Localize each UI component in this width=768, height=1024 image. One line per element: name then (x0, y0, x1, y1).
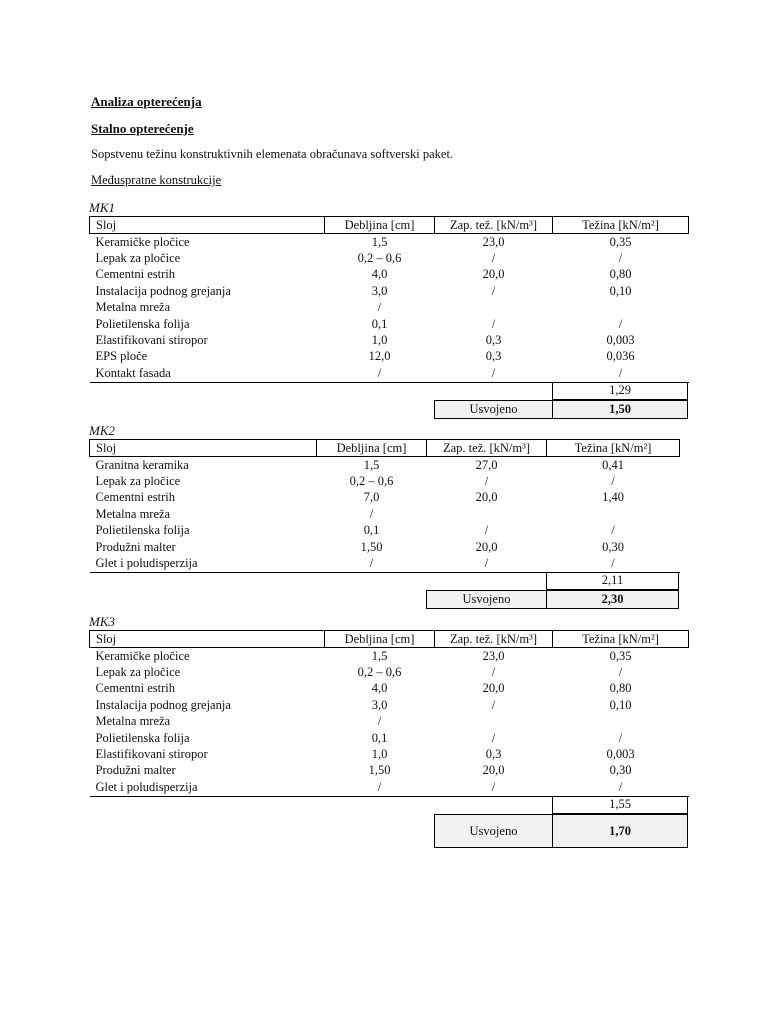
table-row (90, 457, 680, 474)
table-cell: 0,3 (485, 333, 502, 348)
table-cell: 0,003 (606, 747, 635, 762)
table-cell: 23,0 (482, 648, 505, 663)
table-cell: 1,50 (368, 763, 391, 778)
table-cell: EPS ploče (95, 349, 148, 364)
table-row (90, 746, 689, 762)
table-cell: 27,0 (475, 457, 498, 472)
table-cell (427, 506, 547, 522)
table-cell: 1,5 (371, 234, 388, 249)
table-cell: 1,0 (371, 747, 388, 762)
table-cell: / (484, 474, 489, 489)
table-cell: / (611, 523, 615, 538)
table-cell: Polietilenska folija (95, 523, 190, 538)
table-cell: 0,80 (609, 267, 632, 282)
table-cell: Kontakt fasada (90, 365, 325, 382)
table-cell: / (484, 523, 489, 538)
table-row (90, 714, 689, 730)
sum-value: 2,11 (546, 572, 679, 590)
table-cell: / (435, 365, 553, 382)
table-cell: 20,0 (482, 763, 505, 778)
table-row (90, 697, 689, 713)
table-cell: Instalacija podnog grejanja (95, 283, 231, 298)
load-table (89, 439, 680, 573)
table-row (90, 349, 689, 365)
load-table (89, 216, 689, 383)
table-row (90, 490, 680, 506)
table-cell: Cementni estrih (95, 490, 175, 505)
table-cell: 0,2 – 0,6 (357, 251, 402, 266)
table-cell: / (325, 779, 435, 796)
table-label: MK1 (89, 200, 115, 215)
table-header-row (90, 217, 689, 234)
table-row (90, 681, 689, 697)
table-cell: 1,5 (363, 457, 380, 472)
table-cell: 4,0 (371, 267, 388, 282)
table-row (90, 648, 689, 665)
table-cell: 0,3 (485, 349, 502, 364)
table-cell (435, 714, 553, 730)
table-cell: 1,40 (602, 490, 624, 505)
adopted-label: Usvojeno (426, 590, 547, 609)
table-cell: Polietilenska folija (95, 730, 190, 745)
table-cell: 0,10 (609, 697, 632, 712)
table-cell: 20,0 (475, 490, 498, 505)
table-cell: 7,0 (363, 490, 380, 505)
table-cell: 3,0 (371, 283, 388, 298)
table-cell: Cementni estrih (95, 681, 175, 696)
table-cell: 1,5 (371, 648, 388, 663)
table-cell: / (618, 665, 623, 680)
table-cell: / (325, 365, 435, 382)
table-row (90, 473, 680, 489)
adopted-label: Usvojeno (434, 400, 553, 419)
table-row (90, 250, 689, 266)
table-cell: 23,0 (482, 234, 505, 249)
column-header: Težina [kN/m²] (553, 217, 689, 234)
table-cell: 12,0 (368, 349, 391, 364)
table-row (90, 539, 680, 555)
column-header: Sloj (90, 440, 317, 457)
table-row (90, 283, 689, 299)
table-row (90, 664, 689, 680)
table-cell: / (618, 730, 623, 745)
load-table (89, 630, 689, 797)
table-cell: / (491, 251, 496, 266)
table-cell (435, 300, 553, 316)
table-cell: 0,003 (606, 333, 635, 348)
column-header: Sloj (90, 631, 325, 648)
table-row (90, 779, 689, 796)
table-cell: Lepak za pločice (95, 665, 181, 680)
table-cell: 4,0 (371, 681, 388, 696)
table-cell: Lepak za pločice (95, 474, 181, 489)
table-cell: 0,35 (609, 234, 632, 249)
table-cell: 20,0 (482, 267, 505, 282)
table-cell: 0,35 (609, 648, 632, 663)
table-row (90, 365, 689, 382)
table-row (90, 763, 689, 779)
table-row (90, 555, 680, 572)
table-cell (547, 506, 680, 522)
table-cell: Lepak za pločice (95, 251, 181, 266)
table-cell: / (435, 779, 553, 796)
table-cell: 0,30 (609, 763, 632, 778)
table-cell: Produžni malter (95, 539, 176, 554)
table-cell: 3,0 (371, 697, 388, 712)
table-cell: 0,30 (602, 539, 624, 554)
table-cell: Elastifikovani stiropor (95, 333, 208, 348)
table-cell: / (427, 555, 547, 572)
table-cell: / (553, 365, 689, 382)
table-cell: Metalna mreža (95, 300, 171, 315)
table-cell: / (611, 474, 615, 489)
sum-value: 1,29 (552, 382, 688, 400)
table-cell: / (369, 506, 374, 521)
table-row (90, 730, 689, 746)
table-cell: 0,1 (371, 730, 388, 745)
column-header: Težina [kN/m²] (547, 440, 680, 457)
table-cell: Instalacija podnog grejanja (95, 697, 231, 712)
table-row (90, 234, 689, 251)
table-cell: 0,41 (602, 457, 624, 472)
column-header: Debljina [cm] (325, 217, 435, 234)
table-cell (553, 714, 689, 730)
table-cell: Glet i poludisperzija (90, 555, 317, 572)
table-cell: 20,0 (475, 539, 498, 554)
column-header: Debljina [cm] (317, 440, 427, 457)
table-cell: Granitna keramika (95, 457, 189, 472)
table-header-row (90, 631, 689, 648)
table-cell: 0,10 (609, 283, 632, 298)
table-row (90, 332, 689, 348)
table-cell: Metalna mreža (95, 714, 171, 729)
column-header: Sloj (90, 217, 325, 234)
table-cell: 0,3 (485, 747, 502, 762)
table-cell: / (491, 316, 496, 331)
table-cell: / (547, 555, 680, 572)
table-row (90, 523, 680, 539)
table-cell: / (317, 555, 427, 572)
table-cell: 1,50 (360, 539, 383, 554)
column-header: Zap. tež. [kN/m³] (435, 217, 553, 234)
adopted-value: 2,30 (546, 590, 679, 609)
table-cell: / (377, 300, 382, 315)
table-cell: 0,2 – 0,6 (349, 474, 394, 489)
table-cell (553, 300, 689, 316)
table-cell: Keramičke pločice (95, 648, 190, 663)
table-cell: / (618, 316, 623, 331)
table-cell: Elastifikovani stiropor (95, 747, 208, 762)
table-label: MK3 (89, 614, 115, 629)
table-cell: / (491, 697, 496, 712)
column-header: Zap. tež. [kN/m³] (435, 631, 553, 648)
table-cell: / (491, 730, 496, 745)
doc-title: Analiza opterećenja (91, 94, 202, 109)
table-row (90, 267, 689, 283)
table-cell: / (377, 714, 382, 729)
table-cell: 0,1 (363, 523, 380, 538)
table-row (90, 300, 689, 316)
table-cell: / (491, 665, 496, 680)
table-header-row (90, 440, 680, 457)
table-cell: / (491, 283, 496, 298)
table-row (90, 316, 689, 332)
table-cell: 0,1 (371, 316, 388, 331)
table-cell: 0,036 (606, 349, 635, 364)
table-cell: Polietilenska folija (95, 316, 190, 331)
adopted-value: 1,70 (552, 814, 688, 848)
adopted-label: Usvojeno (434, 814, 553, 848)
section-heading: Međuspratne konstrukcije (91, 173, 222, 187)
table-cell: Glet i poludisperzija (90, 779, 325, 796)
intro-text: Sopstvenu težinu konstruktivnih elemenata obračunava softverski paket. (91, 147, 454, 161)
table-cell: Metalna mreža (95, 506, 171, 521)
table-cell: 1,0 (371, 333, 388, 348)
sum-value: 1,55 (552, 796, 688, 814)
doc-subtitle: Stalno opterećenje (91, 121, 194, 136)
column-header: Debljina [cm] (325, 631, 435, 648)
column-header: Zap. tež. [kN/m³] (427, 440, 547, 457)
table-cell: Produžni malter (95, 763, 176, 778)
adopted-value: 1,50 (552, 400, 688, 419)
table-cell: 20,0 (482, 681, 505, 696)
table-cell: 0,2 – 0,6 (357, 665, 402, 680)
table-cell: / (553, 779, 689, 796)
table-row (90, 506, 680, 522)
table-cell: / (618, 251, 623, 266)
table-cell: Cementni estrih (95, 267, 175, 282)
table-cell: 0,80 (609, 681, 632, 696)
table-cell: Keramičke pločice (95, 234, 190, 249)
table-label: MK2 (89, 423, 115, 438)
column-header: Težina [kN/m²] (553, 631, 689, 648)
